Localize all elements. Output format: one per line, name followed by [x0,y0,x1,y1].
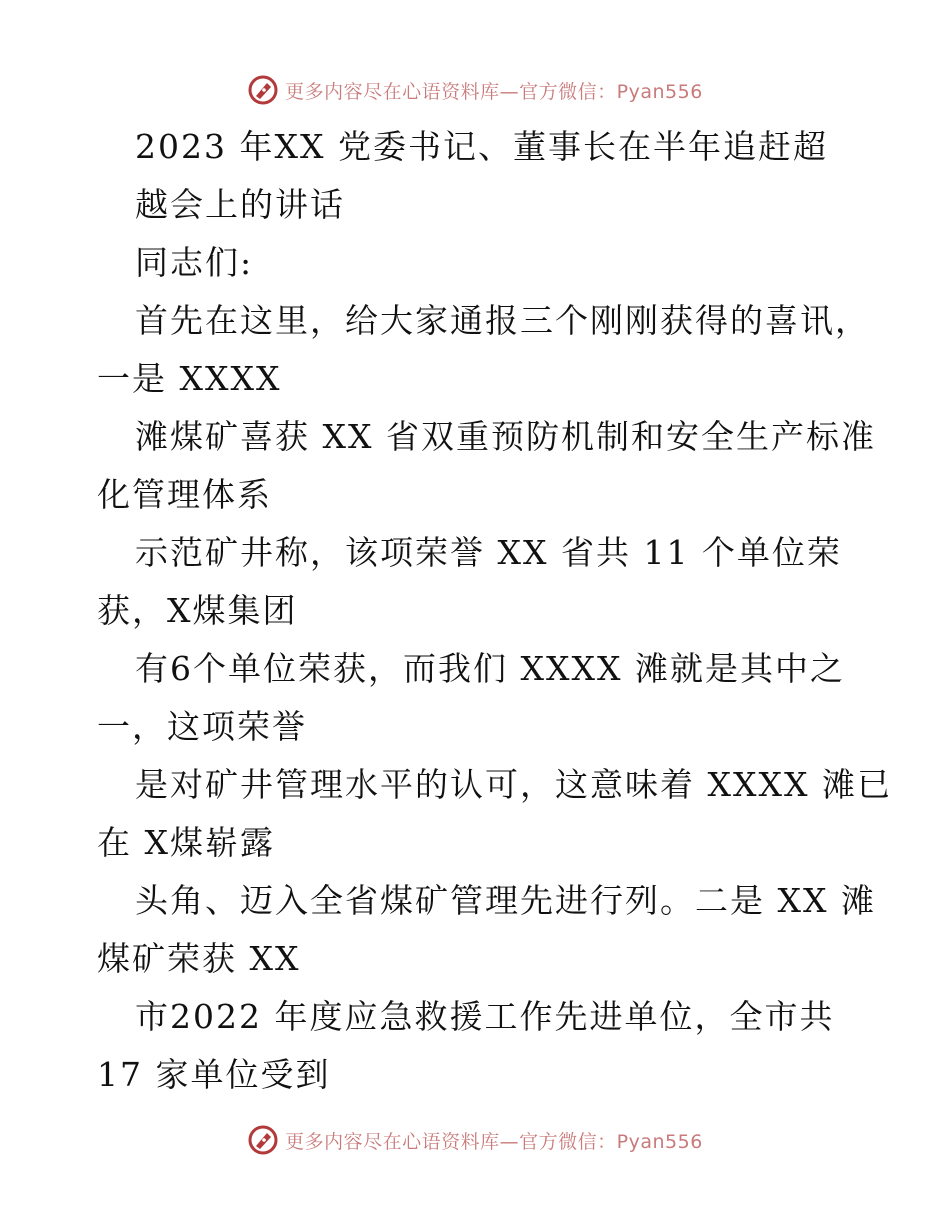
header-banner [0,70,950,110]
pen-nib-circle-icon [247,1124,279,1156]
body-line: 在 X煤崭露 [97,823,275,862]
footer-banner-content [247,1124,703,1156]
body-line: 示范矿井称，该项荣誉 XX 省共 11 个单位荣 [135,533,842,572]
body-line: 获，X煤集团 [97,591,298,630]
body-line: 滩煤矿喜获 XX 省双重预防机制和安全生产标准 [135,417,876,456]
body-line: 有6个单位荣获，而我们 XXXX 滩就是其中之 [135,649,845,688]
body-line: 头角、迈入全省煤矿管理先进行列。二是 XX 滩 [135,881,876,920]
body-line: 是对矿井管理水平的认可，这意味着 XXXX 滩已 [135,765,892,804]
body-line: 17 家单位受到 [97,1055,331,1094]
document-title-line-1: 2023 年XX 党委书记、董事长在半年追赶超 [135,127,828,166]
header-banner-content [247,74,703,106]
salutation: 同志们: [135,243,254,282]
body-line: 化管理体系 [97,475,272,514]
body-line: 市2022 年度应急救援工作先进单位，全市共 [135,997,835,1036]
body-line: 一是 XXXX [97,359,282,398]
pen-nib-circle-icon [247,74,279,106]
body-line: 煤矿荣获 XX [97,939,301,978]
footer-banner-text: 更多内容尽在心语资料库—官方微信：Pyan556 [285,1130,703,1153]
footer-banner [0,1120,950,1160]
header-banner-text: 更多内容尽在心语资料库—官方微信：Pyan556 [285,80,703,103]
body-line: 首先在这里，给大家通报三个刚刚获得的喜讯， [135,301,870,340]
document-title-line-2: 越会上的讲话 [135,185,345,224]
body-line: 一，这项荣誉 [97,707,307,746]
